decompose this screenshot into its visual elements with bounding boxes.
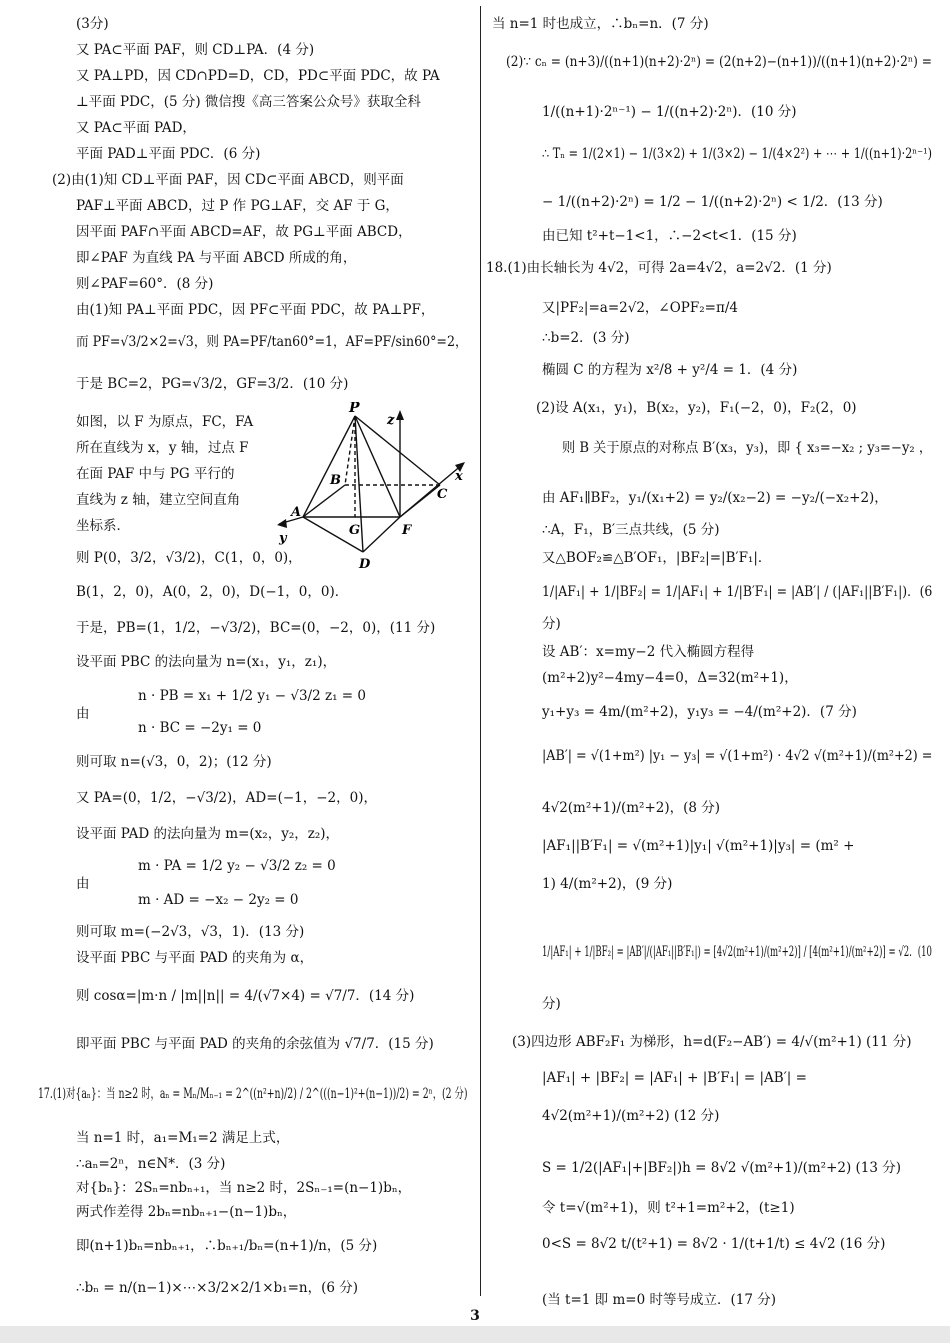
label-F: F <box>402 523 412 538</box>
left-text-line: ∴bₙ = n/(n−1)×⋯×3/2×2/1×b₁=n，(6 分) <box>76 1280 359 1296</box>
right-text-line: 0<S = 8√2 t/(t²+1) = 8√2 · 1/(t+1/t) ≤ 4√2 (16 分) <box>542 1236 886 1252</box>
left-text-line: 则 cosα=|m·n / |m||n|| = 4/(√7×4) = √7/7．(14 分) <box>76 988 415 1004</box>
right-text-line: 又|PF₂|=a=2√2，∠OPF₂=π/4 <box>542 300 738 316</box>
right-text-line: y₁+y₃ = 4m/(m²+2)，y₁y₃ = −4/(m²+2)．(7 分) <box>542 704 857 720</box>
column-divider <box>480 6 481 1296</box>
right-text-line: (2)∵ cₙ = (n+3)/((n+1)(n+2)·2ⁿ) = (2(n+2)−(n+1))/((n+1)(n+2)·2ⁿ) = <box>506 54 932 70</box>
left-text-line: 则∠PAF=60°．(8 分) <box>76 276 214 292</box>
left-text-line: 即(n+1)bₙ=nbₙ₊₁，∴bₙ₊₁/bₙ=(n+1)/n，(5 分) <box>76 1238 378 1254</box>
page-number: 3 <box>470 1308 480 1324</box>
right-text-line: |AB′| = √(1+m²) |y₁ − y₃| = √(1+m²) · 4√2 √(m²+1)/(m²+2) = <box>542 748 933 764</box>
right-text-line: − 1/((n+2)·2ⁿ) = 1/2 − 1/((n+2)·2ⁿ) < 1/2．(13 分) <box>542 194 883 210</box>
right-text-line: S = 1/2(|AF₁|+|BF₂|)h = 8√2 √(m²+1)/(m²+2) (13 分) <box>542 1160 902 1176</box>
left-text-line: 对{bₙ}：2Sₙ=nbₙ₊₁，当 n≥2 时，2Sₙ₋₁=(n−1)bₙ， <box>76 1180 412 1196</box>
left-text-line: 则可取 n=(√3，0，2)；(12 分) <box>76 754 272 770</box>
left-text-line: ⊥平面 PDC，(5 分) 微信搜《高三答案公众号》获取全科 <box>76 94 421 110</box>
left-text-line: 设平面 PAD 的法向量为 m=(x₂，y₂，z₂)， <box>76 826 340 842</box>
left-text-line: B(1，2，0)，A(0，2，0)，D(−1，0，0)． <box>76 584 349 600</box>
left-text-line: 如图，以 F 为原点，FC，FA <box>76 414 254 430</box>
right-text-line: 分) <box>542 616 561 632</box>
right-text-line: 4√2(m²+1)/(m²+2) (12 分) <box>542 1108 720 1124</box>
left-text-line: 因平面 PAF∩平面 ABCD=AF，故 PG⊥平面 ABCD， <box>76 224 412 240</box>
right-text-line: 设 AB′：x=my−2 代入椭圆方程得 <box>542 644 755 660</box>
label-P: P <box>349 402 360 416</box>
label-y: y <box>279 531 287 546</box>
left-text-line: 当 n=1 时，a₁=M₁=2 满足上式， <box>76 1130 290 1146</box>
label-G: G <box>349 523 361 538</box>
left-text-line: (2)由(1)知 CD⊥平面 PAF，因 CD⊂平面 ABCD，则平面 <box>52 172 404 188</box>
left-text-line: 则 P(0，3/2，√3/2)，C(1，0，0)， <box>76 550 302 566</box>
left-text-line: 又 PA=(0，1/2，−√3/2)，AD=(−1，−2，0)， <box>76 790 377 806</box>
right-text-line: 令 t=√(m²+1)，则 t²+1=m²+2，(t≥1) <box>542 1200 795 1216</box>
left-text-line: 直线为 z 轴，建立空间直角 <box>76 492 241 508</box>
right-text-line: 1) 4/(m²+2)，(9 分) <box>542 876 673 892</box>
footer-bar <box>0 1326 950 1343</box>
label-C: C <box>437 487 448 502</box>
left-text-line: 由 <box>76 876 90 892</box>
left-text-line: (3分) <box>76 16 109 32</box>
right-text-line: 由 AF₁∥BF₂，y₁/(x₁+2) = y₂/(x₂−2) = −y₂/(−x₂+2)， <box>542 490 888 506</box>
label-D: D <box>359 557 371 572</box>
left-text-line: 设平面 PBC 的法向量为 n=(x₁，y₁，z₁)， <box>76 654 337 670</box>
left-text-line: 由(1)知 PA⊥平面 PDC，因 PF⊂平面 PDC，故 PA⊥PF， <box>76 302 435 318</box>
left-column <box>38 0 468 1300</box>
left-text-line: 又 PA⊂平面 PAF，则 CD⊥PA．(4 分) <box>76 42 315 58</box>
left-text-line: 平面 PAD⊥平面 PDC．(6 分) <box>76 146 261 162</box>
label-x: x <box>455 469 463 484</box>
right-text-line: 4√2(m²+1)/(m²+2)，(8 分) <box>542 800 721 816</box>
right-text-line: (2)设 A(x₁，y₁)，B(x₂，y₂)，F₁(−2，0)，F₂(2，0) <box>536 400 857 416</box>
left-text-line: 又 PA⊂平面 PAD， <box>76 120 196 136</box>
left-text-line: 坐标系． <box>76 518 130 534</box>
left-text-line: 则可取 m=(−2√3，√3，1)．(13 分) <box>76 924 305 940</box>
left-text-line: PAF⊥平面 ABCD，过 P 作 PG⊥AF，交 AF 于 G， <box>76 198 399 214</box>
right-text-line: (3)四边形 ABF₂F₁ 为梯形，h=d(F₂−AB′) = 4/√(m²+1) (11 分) <box>512 1034 912 1050</box>
left-text-line: 所在直线为 x，y 轴，过点 F <box>76 440 249 456</box>
left-text-line: 即∠PAF 为直线 PA 与平面 ABCD 所成的角， <box>76 250 357 266</box>
right-text-line: 由已知 t²+t−1<1，∴−2<t<1．(15 分) <box>542 228 797 244</box>
right-text-line: 椭圆 C 的方程为 x²/8 + y²/4 = 1．(4 分) <box>542 362 798 378</box>
left-text-line: 两式作差得 2bₙ=nbₙ₊₁−(n−1)bₙ， <box>76 1204 297 1220</box>
label-A: A <box>291 505 302 520</box>
left-text-line: 于是 BC=2，PG=√3/2，GF=3/2．(10 分) <box>76 376 349 392</box>
right-text-line: (m²+2)y²−4my−4=0，Δ=32(m²+1)， <box>542 670 798 686</box>
left-text-line: 而 PF=√3/2×2=√3，则 PA=PF/tan60°=1，AF=PF/sin60°=2， <box>76 334 468 350</box>
left-text-line: 于是，PB=(1，1/2，−√3/2)，BC=(0，−2，0)，(11 分) <box>76 620 436 636</box>
right-text-line: (当 t=1 即 m=0 时等号成立．(17 分) <box>542 1292 776 1308</box>
left-text-line: n · PB = x₁ + 1/2 y₁ − √3/2 z₁ = 0 <box>138 688 366 704</box>
right-text-line: 又△BOF₂≌△B′OF₁，|BF₂|=|B′F₁|． <box>542 550 772 566</box>
left-text-line: 即平面 PBC 与平面 PAD 的夹角的余弦值为 √7/7．(15 分) <box>76 1036 434 1052</box>
right-text-line: 1/|AF₁| + 1/|BF₂| = 1/|AF₁| + 1/|B′F₁| = |AB′| / (|AF₁||B′F₁|)．(6 <box>542 584 933 600</box>
right-text-line: ∴b=2．(3 分) <box>542 330 630 346</box>
right-text-line: 1/|AF₁| + 1/|BF₂| = |AB′|/(|AF₁||B′F₁|) = [4√2(m²+1)/(m²+2)] / [4(m²+1)/(m²+2)] = √2．(10 <box>542 944 932 960</box>
label-z: z <box>387 413 395 428</box>
right-text-line: 1/((n+1)·2ⁿ⁻¹) − 1/((n+2)·2ⁿ)．(10 分) <box>542 104 797 120</box>
left-text-line: 又 PA⊥PD，因 CD∩PD=D，CD，PD⊂平面 PDC，故 PA <box>76 68 440 84</box>
right-text-line: ∴A，F₁，B′三点共线，(5 分) <box>542 522 720 538</box>
right-text-line: 18.(1)由长轴长为 4√2，可得 2a=4√2，a=2√2．(1 分) <box>486 260 832 276</box>
right-text-line: 分) <box>542 996 561 1012</box>
right-text-line: 则 B 关于原点的对称点 B′(x₃，y₃)，即 { x₃=−x₂ ; y₃=−y₂ ， <box>562 440 932 456</box>
left-text-line: n · BC = −2y₁ = 0 <box>138 720 262 736</box>
left-text-line: 在面 PAF 中与 PG 平行的 <box>76 466 235 482</box>
right-column <box>486 0 933 1308</box>
right-text-line: |AF₁| + |BF₂| = |AF₁| + |B′F₁| = |AB′| = <box>542 1070 807 1086</box>
right-text-line: 当 n=1 时也成立，∴bₙ=n．(7 分) <box>492 16 709 32</box>
left-text-line: 由 <box>76 706 90 722</box>
left-text-line: 设平面 PBC 与平面 PAD 的夹角为 α， <box>76 950 314 966</box>
label-B: B <box>330 473 341 488</box>
right-text-line: |AF₁||B′F₁| = √(m²+1)|y₁| √(m²+1)|y₃| = (m² + <box>542 838 855 854</box>
left-text-line: ∴aₙ=2ⁿ，n∈N*．(3 分) <box>76 1156 226 1172</box>
right-text-line: ∴ Tₙ = 1/(2×1) − 1/(3×2) + 1/(3×2) − 1/(4×2²) + ⋯ + 1/((n+1)·2ⁿ⁻¹) <box>542 146 932 162</box>
left-text-line: 17.(1)对{aₙ}：当 n≥2 时，aₙ = Mₙ/Mₙ₋₁ = 2^((n²+n)/2) / 2^(((n−1)²+(n−1))/2) = 2ⁿ，(2 分) <box>38 1086 468 1102</box>
left-text-line: m · AD = −x₂ − 2y₂ = 0 <box>138 892 299 908</box>
left-text-line: m · PA = 1/2 y₂ − √3/2 z₂ = 0 <box>138 858 336 874</box>
pyramid-figure <box>275 402 475 574</box>
